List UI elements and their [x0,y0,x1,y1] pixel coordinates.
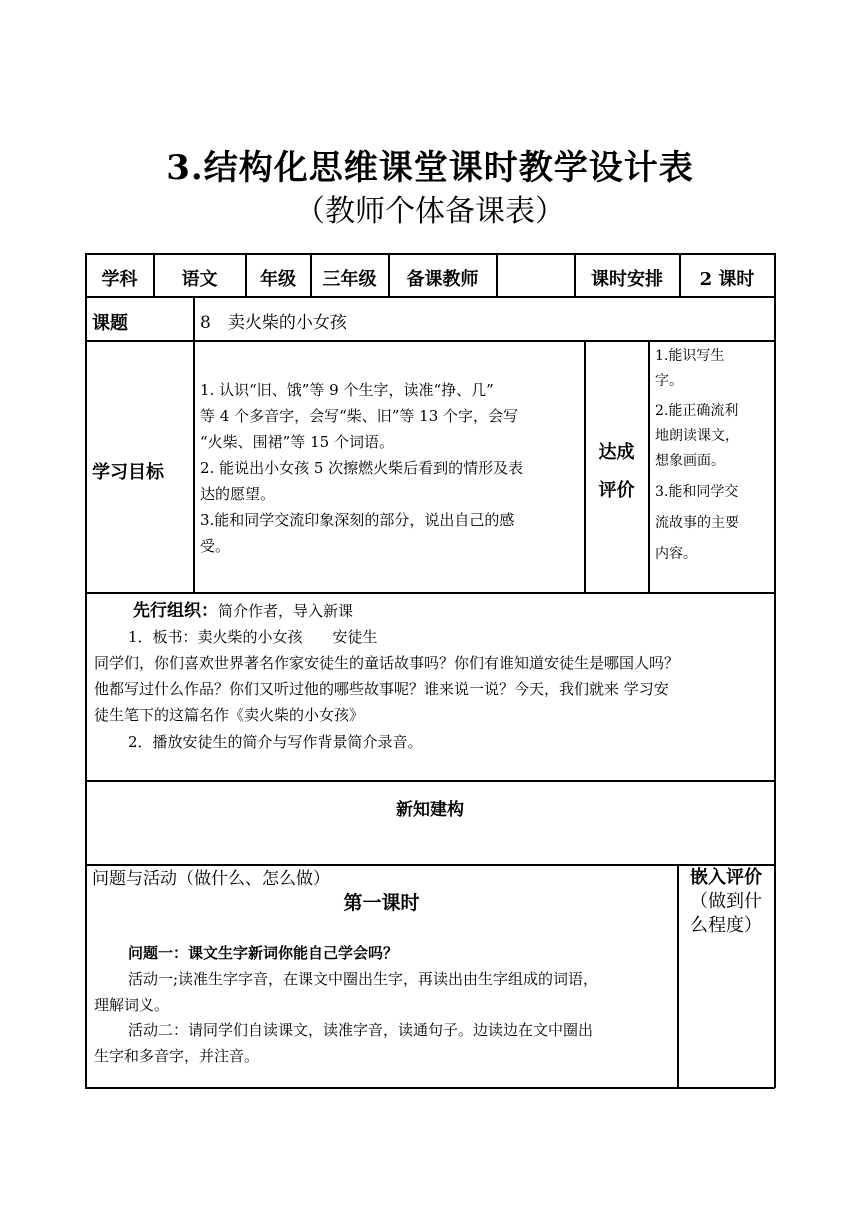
subject-label: 学科 [101,269,138,290]
activity-2: 活动二：请同学们自读课文，读准字音，读通句子。边读边在文中圈出 生字和多音字，并注音。 [94,1021,594,1065]
grade-label: 年级 [260,269,296,290]
page-title: 3.结构化思维课堂课时教学设计表 [166,148,694,188]
period-value: 2 课时 [699,269,755,290]
activity-1: 活动一;读准生字字音，在课文中圈出生字，再读出由生字组成的词语， 理解词义。 [94,970,599,1014]
objectives-label: 学习目标 [92,462,164,483]
activities-header: 问题与活动（做什么、怎么做） [92,869,330,889]
grade-value: 三年级 [322,269,377,290]
topic-label: 课题 [92,313,128,334]
topic-value: 8 卖火柴的小女孩 [200,313,347,333]
period-label: 课时安排 [591,269,663,290]
lesson-heading: 第一课时 [343,892,420,914]
teacher-label: 备课教师 [406,269,479,290]
objectives-text: 1. 认识“旧、饿”等 9 个生字，读准“挣、几” 等 4 个多音字，会写“柴、旧”等 13 个字，会写 “火柴、围裙”等 15 个词语。 2. 能说出小女孩 5 次擦燃火柴后看到的情形及表 达的愿望。 3.能和同学交流印象深刻的部分，说出自己的感 受。 [200,381,524,555]
evaluation-label: 达成 评价 [598,442,635,501]
new-knowledge-heading: 新知建构 [396,800,464,820]
advance-organizer-paragraph: 同学们，你们喜欢世界著名作家安徒生的童话故事吗？你们有谁知道安徒生是哪国人吗？ 他都写过什么作品？你们又听过他的哪些故事呢？谁来说一说？今天，我们就来 学习安 徒生笔下的这篇名作《卖火柴的小女孩》 [94,654,680,724]
question-1: 问题一：课文生字新词你能自己学会吗？ [128,944,399,962]
page-subtitle: （教师个体备课表） [295,194,565,229]
advance-organizer-item-1: 1．板书：卖火柴的小女孩 安徒生 [128,628,378,646]
evaluation-text: 1.能识写生 字。 2.能正确流利 地朗读课文， 想象画面。 3.能和同学交 流故事的主要 内容。 [655,348,739,562]
subject-value: 语文 [181,269,218,290]
embedded-evaluation: 嵌入评价 （做到什 么程度） [690,867,762,936]
advance-organizer-heading: 先行组织：简介作者，导入新课 [133,601,354,621]
advance-organizer-item-2: 2．播放安徒生的简介与写作背景简介录音。 [128,733,423,751]
